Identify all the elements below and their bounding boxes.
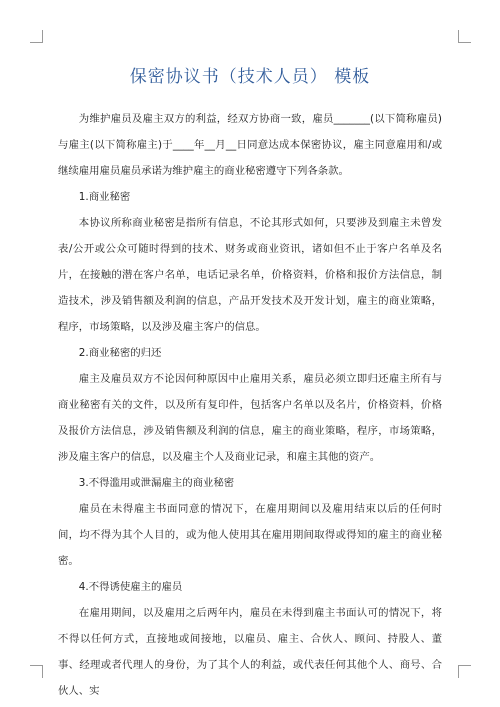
section-body: 雇主及雇员双方不论因何种原因中止雇用关系，雇员必须立即归还雇主所有与商业秘密有关的文件，以及所有复印件，包括客户名单以及名片，价格资料，价格及报价方法信息，涉及销售额及利润的信息，雇主的商业策略，程序，市场策略，涉及雇主客户的信息，以及雇主个人及商业记录，和雇主其他的资产。 <box>58 373 442 463</box>
crop-mark-top-right <box>458 30 471 43</box>
crop-mark-top-left <box>30 30 43 43</box>
section-heading: 2.商业秘密的归还 <box>78 347 162 359</box>
document-body <box>58 106 442 704</box>
section-heading: 3.不得滥用或泄漏雇主的商业秘密 <box>78 477 235 489</box>
section-heading: 4.不得诱使雇主的雇员 <box>78 581 183 593</box>
crop-mark-bottom-right <box>458 665 471 678</box>
document-title: 保密协议书（技术人员） 模板 <box>129 67 371 87</box>
section-body: 雇员在未得雇主书面同意的情况下，在雇用期间以及雇用结束以后的任何时间，均不得为其个人目的，或为他人使用其在雇用期间取得或得知的雇主的商业秘密。 <box>58 503 442 567</box>
section-body: 本协议所称商业秘密是指所有信息，不论其形式如何，只要涉及到雇主未曾发表/公开或公众可随时得到的技术、财务或商业资讯，诸如但不止于客户名单及名片，在接触的潜在客户名单，电话记录名单，价格资料，价格和报价方法信息，制造技术，涉及销售额及利润的信息，产品开发技术及开发计划，雇主的商业策略，程序，市场策略，以及涉及雇主客户的信息。 <box>58 217 442 333</box>
section-heading: 1.商业秘密 <box>78 191 131 203</box>
intro-paragraph: 为维护雇员及雇主双方的利益，经双方协商一致，雇员_______(以下简称雇员)与雇主(以下简称雇主)于____年__月__日同意达成本保密协议，雇主同意雇用和/或继续雇用雇员雇员承诺为维护雇主的商业秘密遵守下列各条款。 <box>58 113 442 177</box>
section-body: 在雇用期间，以及雇用之后两年内，雇员在未得到雇主书面认可的情况下，将不得以任何方式，直接地或间接地，以雇员、雇主、合伙人、顾问、持股人、董事、经理或者代理人的身份，为了其个人的利益，或代表任何其他个人、商号、合伙人、实 <box>58 607 442 697</box>
crop-mark-bottom-left <box>30 665 43 678</box>
